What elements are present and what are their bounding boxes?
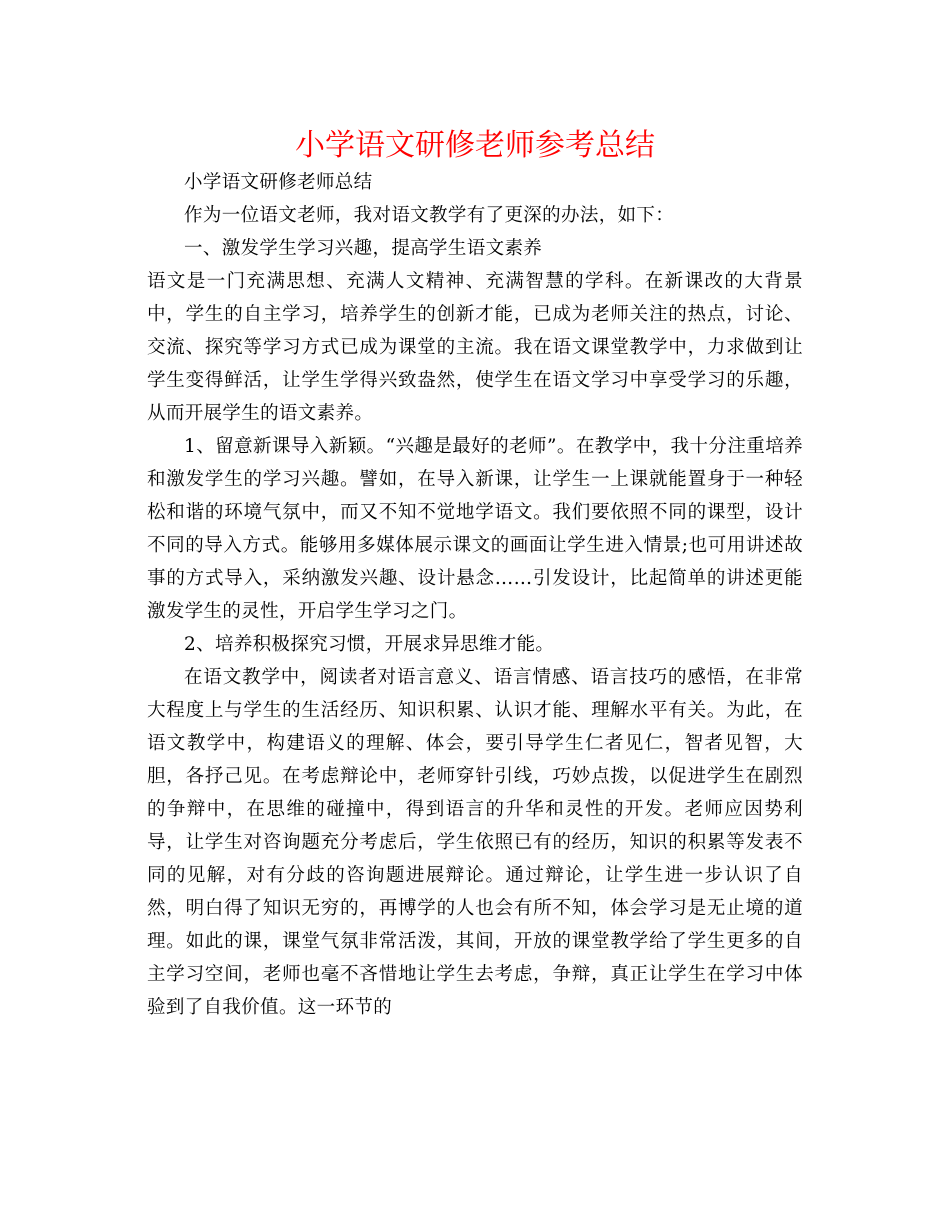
paragraph-point-2-body: 在语文教学中，阅读者对语言意义、语言情感、语言技巧的感悟，在非常大程度上与学生的生活经历、知识积累、认识才能、理解水平有关。为此，在语文教学中，构建语义的理解、体会，要引导学生仁者见仁，智者见智，大胆，各抒己见。在考虑辩论中，老师穿针引线，巧妙点拨，以促进学生在剧烈的争辩中，在思维的碰撞中，得到语言的升华和灵性的开发。老师应因势利导，让学生对咨询题充分考虑后，学生依照已有的经历，知识的积累等发表不同的见解，对有分歧的咨询题进展辩论。通过辩论，让学生进一步认识了自然，明白得了知识无穷的，再博学的人也会有所不知，体会学习是无止境的道理。如此的课，课堂气氛非常活泼，其间，开放的课堂教学给了学生更多的自主学习空间，老师也毫不吝惜地让学生去考虑，争辩，真正让学生在学习中体验到了自我价值。这一环节的 <box>147 667 803 1018</box>
paragraph-point-2-heading: 2、培养积极探究习惯，开展求异思维才能。 <box>184 634 555 655</box>
paragraph-point-1: 1、留意新课导入新颖。“兴趣是最好的老师”。在教学中，我十分注重培养和激发学生的学习兴趣。譬如，在导入新课，让学生一上课就能置身于一种轻松和谐的环境气氛中，而又不知不觉地学语文。我们要依照不同的课型，设计不同的导入方式。能够用多媒体展示课文的画面让学生进入情景;也可用讲述故事的方式导入，采纳激发兴趣、设计悬念……引发设计，比起简单的讲述更能激发学生的灵性，开启学生学习之门。 <box>147 436 803 622</box>
page-title: 小学语文研修老师参考总结 <box>295 128 655 163</box>
paragraph-intro: 作为一位语文老师，我对语文教学有了更深的办法，如下： <box>184 205 675 226</box>
paragraph-subtitle: 小学语文研修老师总结 <box>184 172 373 193</box>
paragraph-body: 语文是一门充满思想、充满人文精神、充满智慧的学科。在新课改的大背景中，学生的自主学习，培养学生的创新才能，已成为老师关注的热点，讨论、交流、探究等学习方式已成为课堂的主流。我在语文课堂教学中，力求做到让学生变得鲜活，让学生学得兴致盎然，使学生在语文学习中享受学习的乐趣，从而开展学生的语文素养。 <box>147 271 803 424</box>
document-body <box>147 166 803 1024</box>
paragraph-section-heading: 一、激发学生学习兴趣，提高学生语文素养 <box>184 238 543 259</box>
